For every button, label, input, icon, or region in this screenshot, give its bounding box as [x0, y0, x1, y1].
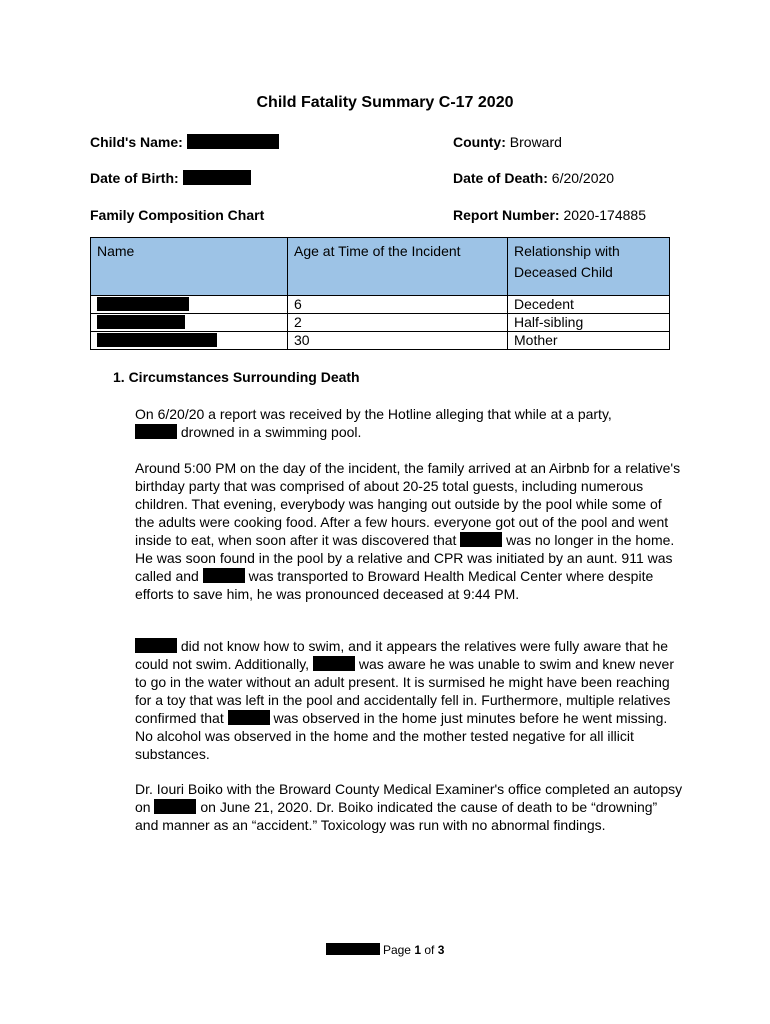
of-word: of — [421, 943, 438, 957]
paragraph-4: Dr. Iouri Boiko with the Broward County Medical Examiner's office completed an autopsy on on June 21, 2020. Dr. Boiko indicated the cause of death to be “drowning” and manner as an “accident.” Toxicology was run with no abnormal findings. — [135, 781, 683, 833]
report-value: 2020-174885 — [563, 207, 646, 223]
age-cell: 30 — [288, 332, 508, 350]
dod-field — [453, 170, 614, 186]
header-age: Age at Time of the Incident — [288, 238, 508, 296]
redaction-box — [460, 532, 502, 547]
redaction-box — [135, 638, 177, 653]
childs-name-label: Child's Name: — [90, 134, 183, 150]
header-relationship: Relationship with Deceased Child — [508, 238, 670, 296]
county-label: County: — [453, 134, 506, 150]
name-cell — [91, 296, 288, 314]
redaction-box — [97, 297, 189, 311]
relationship-cell: Half-sibling — [508, 314, 670, 332]
table-row — [91, 296, 670, 314]
report-label: Report Number: — [453, 207, 560, 223]
redaction-box — [203, 568, 245, 583]
relationship-cell: Decedent — [508, 296, 670, 314]
page-total: 3 — [437, 943, 445, 957]
document-title: Child Fatality Summary C-17 2020 — [256, 94, 514, 111]
childs-name-field — [90, 134, 279, 150]
paragraph-3: did not know how to swim, and it appears the relatives were fully aware that he could not swim. Additionally, was aware he was unable to swim and knew never to go in the water without an adult present. It is surmised he might have been reaching for a toy that was left in the pool and accidentally fell in. Furthermore, multiple relatives confirmed that was observed in the home just minutes before he went missing. No alcohol was observed in the home and the mother tested negative for all illicit substances. — [135, 638, 675, 762]
table-row — [91, 332, 670, 350]
redaction-box — [326, 943, 380, 955]
page-number: 1 — [414, 943, 421, 957]
name-cell — [91, 314, 288, 332]
paragraph-2: Around 5:00 PM on the day of the incident, the family arrived at an Airbnb for a relative's birthday party that was comprised of about 20-25 total guests, including numerous children. That evening, everybody was hanging out outside by the pool while some of the adults were cooking food. After a few hours. everyone got out of the pool and went inside to eat, when soon after it was discovered that was no longer in the home. He was soon found in the pool by a relative and CPR was initiated by an aunt. 911 was called and was transported to Broward Health Medical Center where despite efforts to save him, he was pronounced deceased at 9:44 PM. — [135, 460, 681, 602]
redaction-box — [154, 799, 196, 814]
county-field — [453, 134, 562, 150]
redaction-box — [313, 656, 355, 671]
redaction-box — [135, 424, 177, 439]
dob-field — [90, 170, 251, 186]
family-chart-label: Family Composition Chart — [90, 207, 265, 223]
table-header-row — [91, 238, 670, 296]
dod-value: 6/20/2020 — [551, 170, 615, 186]
redaction-box — [97, 333, 217, 347]
paragraph-1: On 6/20/20 a report was received by the Hotline alleging that while at a party, drowned in a swimming pool. — [135, 406, 612, 440]
dob-label: Date of Birth: — [90, 170, 179, 186]
redaction-box — [187, 134, 279, 149]
page-word: Page — [382, 943, 415, 957]
relationship-cell: Mother — [508, 332, 670, 350]
age-cell: 6 — [288, 296, 508, 314]
county-value: Broward — [509, 134, 562, 150]
redaction-box — [228, 710, 270, 725]
section-heading: 1. Circumstances Surrounding Death — [113, 369, 360, 385]
table-row — [91, 314, 670, 332]
family-composition-table — [90, 237, 670, 350]
header-name: Name — [91, 238, 288, 296]
age-cell: 2 — [288, 314, 508, 332]
report-number-field — [453, 207, 646, 223]
page-footer — [0, 943, 770, 957]
dod-label: Date of Death: — [453, 170, 548, 186]
redaction-box — [183, 170, 251, 185]
redaction-box — [97, 315, 185, 329]
name-cell — [91, 332, 288, 350]
